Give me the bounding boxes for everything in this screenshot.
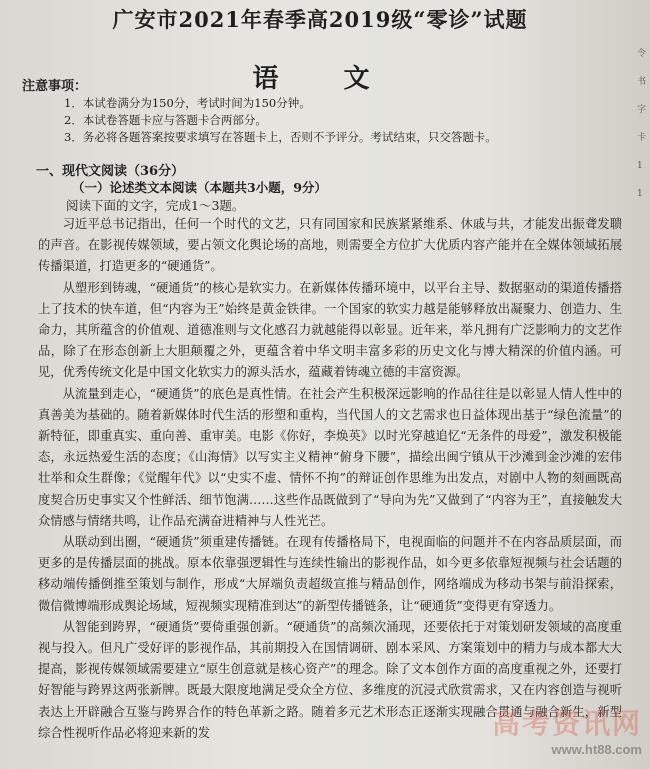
margin-mark: 1 bbox=[636, 161, 643, 171]
reading-instruction: 阅读下面的文字，完成1～3题。 bbox=[66, 198, 245, 213]
subject-title: 语 文 bbox=[252, 64, 398, 94]
reading-passage bbox=[38, 214, 622, 744]
passage-paragraph: 从联动到出圈，“硬通货”须重建传播链。在现有传播格局下，电视面临的问题并不在内容品质层面，而更多的是传播层面的挑战。原本依靠强逻辑性与连续性输出的影视作品，如今更多依靠短视频与社会话题的移动端传播倒推至策划与制作，形成“大屏端负责超级宣推与精品创作，网络端成为移动书架与前沿探索，微信微博端形成舆论场域，短视频实现精准到达”的新型传播链条，让“硬通货”变得更有穿透力。 bbox=[38, 535, 622, 613]
margin-mark: 1 bbox=[636, 189, 643, 199]
passage-paragraph: 从塑形到铸魂，“硬通货”的核心是软实力。在新媒体传播环境中，以平台主导、数据驱动的渠道传播搭上了技术的快车道，但“内容为王”始终是黄金铁律。一个国家的软实力越是能够释放出凝聚力、创造力、生命力，其所蕴含的价值观、道德准则与文化感召力就越能得以彰显。近年来，举凡拥有广泛影响力的文艺作品，除了在形态创新上大胆颠覆之外，更蕴含着中华文明丰富多彩的历史文化与博大精深的价值内涵。可见，优秀传统文化是中国文化软实力的源头活水，蕴藏着铸魂立德的丰富资源。 bbox=[38, 280, 622, 380]
passage-paragraph: 习近平总书记指出，任何一个时代的文艺，只有同国家和民族紧紧维系、休戚与共，才能发出振聋发聩的声音。在影视传媒领域，要占领文化舆论场的高地，则需要全方位扩大优质内容产能并在全媒体领域拓展传播渠道，打造更多的“硬通货”。 bbox=[38, 217, 622, 274]
subsection-heading: （一）论述类文本阅读（本题共3小题，9分） bbox=[72, 180, 327, 195]
watermark-text: 高考资讯网 bbox=[492, 708, 643, 739]
passage-paragraph: 从流量到走心，“硬通货”的底色是真性情。在社会产生积极深远影响的作品往往是以彰显人情人性中的真善美为基础的。随着新媒体时代生活的形塑和重构，当代国人的文艺需求也日益体现出基于“绿色流量”的新特征，即重真实、重向善、重审美。电影《你好，李焕英》以时光穿越追忆“无条件的母爱”，激发积极能态，永远热爱生活的态度；《山海情》以写实主义精神“俯身下腰”，描绘出闽宁镇从干沙滩到金沙滩的宏伟壮举和众生群像；《觉醒年代》以“史实不虚、情怀不拘”的辩证创作思维为出发点，对剧中人物的刻画既高度契合历史事实又个性鲜活、细节饱满……这些作品既做到了“导向为先”又做到了“内容为王”，直接触发大众情感与情绪共鸣，让作品充满奋进精神与人性光芒。 bbox=[38, 386, 622, 528]
passage-paragraph: 从智能到跨界，“硬通货”要倚重强创新。“硬通货”的高频次涌现，还要依托于对策划研发领域的高度重视与投入。但凡广受好评的影视作品，其前期投入在国情调研、剧本采风、方案策划中的精力与成本都大大提高，影视传媒领域需要建立“原生创意就是核心资产”的理念。除了文本创作方面的高度重视之外，还要打好智能与跨界这两张新牌。既最大限度地满足受众全方位、多维度的沉浸式欣赏需求，又在内容创造与视听表达上开辟融合互鉴与跨界合作的特色革新之路。随着多元艺术形态正逐渐实现融合贯通与融合新生，新型综合性视听作品必将迎来新的发 bbox=[38, 619, 622, 740]
margin-mark: 卡 bbox=[636, 133, 646, 143]
notice-item: 2．本试卷答题卡应与答题卡合两部分。 bbox=[64, 113, 267, 127]
margin-marks bbox=[637, 40, 646, 208]
notice-heading: 注意事项： bbox=[22, 79, 88, 94]
notice-item: 1．本试卷满分为150分，考试时间为150分钟。 bbox=[64, 96, 311, 110]
site-watermark bbox=[492, 702, 642, 757]
notice-item: 3．务必将各题答案按要求填写在答题卡上，否则不予评分。考试结束，只交答题卡。 bbox=[64, 130, 497, 144]
exam-title: 广安市2021年春季高2019级“零诊”试题 bbox=[112, 7, 528, 32]
notice-list bbox=[64, 95, 624, 146]
watermark-url: www.ht88.com bbox=[551, 742, 642, 757]
margin-mark: 令 bbox=[636, 49, 646, 59]
margin-mark: 书 bbox=[636, 77, 646, 87]
margin-mark: 字 bbox=[636, 105, 646, 115]
section-heading: 一、现代文阅读（36分） bbox=[36, 164, 185, 179]
